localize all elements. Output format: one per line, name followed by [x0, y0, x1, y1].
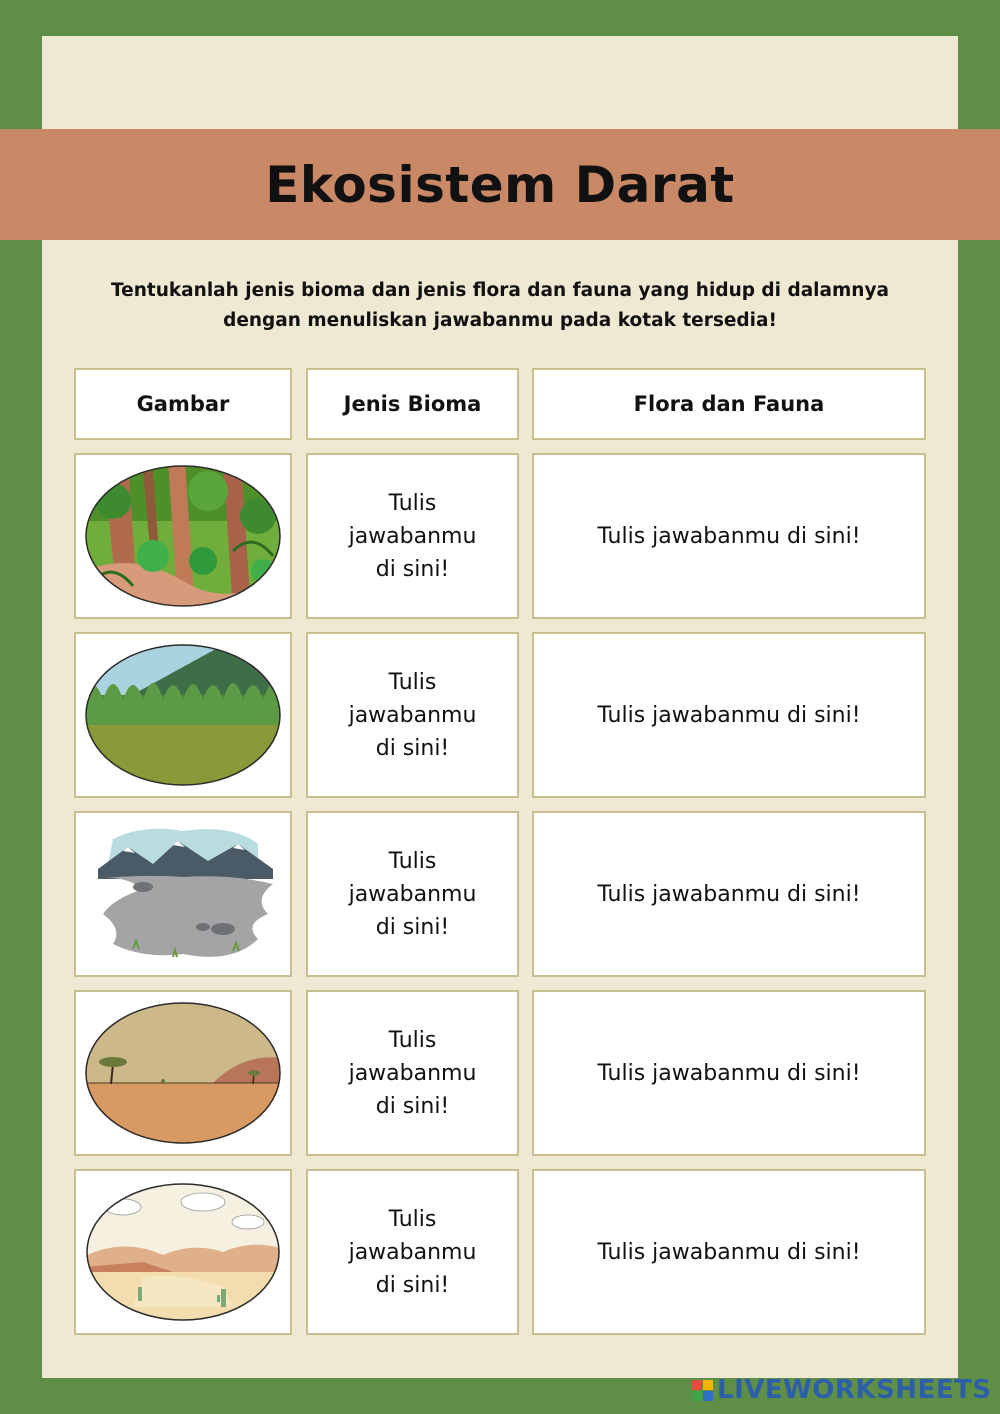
page-title: Ekosistem Darat: [265, 155, 735, 214]
title-banner: [0, 129, 1000, 240]
biome-answer-1-line-3: di sini!: [375, 556, 450, 582]
liveworksheets-logo-icon: [692, 1380, 713, 1401]
header-jenis-bioma: Jenis Bioma: [306, 368, 519, 440]
biome-answer-3-line-2: jawabanmu: [348, 881, 477, 907]
flora-fauna-answer-4[interactable]: Tulis jawabanmu di sini!: [532, 990, 926, 1156]
tundra-image: [74, 811, 292, 977]
biome-answer-2-line-2: jawabanmu: [348, 702, 477, 728]
biome-answer-4-line-3: di sini!: [375, 1093, 450, 1119]
flora-fauna-answer-5[interactable]: Tulis jawabanmu di sini!: [532, 1169, 926, 1335]
biome-answer-2-line-3: di sini!: [375, 735, 450, 761]
biome-answer-5-line-3: di sini!: [375, 1272, 450, 1298]
biome-answer-3-line-3: di sini!: [375, 914, 450, 940]
flora-fauna-answer-1[interactable]: Tulis jawabanmu di sini!: [532, 453, 926, 619]
header-gambar: Gambar: [74, 368, 292, 440]
taiga-forest-image: [74, 632, 292, 798]
instructions-line-1: Tentukanlah jenis bioma dan jenis flora dan fauna yang hidup di dalamnya: [110, 280, 889, 301]
biome-answer-1[interactable]: [306, 453, 519, 619]
biome-answer-4-line-1: Tulis: [388, 1027, 437, 1053]
header-flora-fauna: Flora dan Fauna: [532, 368, 926, 440]
biome-answer-4[interactable]: [306, 990, 519, 1156]
rainforest-image: [74, 453, 292, 619]
brand-name: LIVEWORKSHEETS: [717, 1375, 992, 1405]
liveworksheets-brand[interactable]: [692, 1376, 992, 1404]
biome-answer-4-line-2: jawabanmu: [348, 1060, 477, 1086]
biome-answer-5-line-2: jawabanmu: [348, 1239, 477, 1265]
biome-answer-3[interactable]: [306, 811, 519, 977]
biome-answer-5-line-1: Tulis: [388, 1206, 437, 1232]
flora-fauna-answer-3[interactable]: Tulis jawabanmu di sini!: [532, 811, 926, 977]
instructions: [60, 276, 940, 336]
savanna-image: [74, 990, 292, 1156]
biome-answer-5[interactable]: [306, 1169, 519, 1335]
biome-answer-1-line-1: Tulis: [388, 490, 437, 516]
biome-answer-3-line-1: Tulis: [388, 848, 437, 874]
biome-answer-2-line-1: Tulis: [388, 669, 437, 695]
desert-image: [74, 1169, 292, 1335]
biome-answer-2[interactable]: [306, 632, 519, 798]
flora-fauna-answer-2[interactable]: Tulis jawabanmu di sini!: [532, 632, 926, 798]
instructions-line-2: dengan menuliskan jawabanmu pada kotak tersedia!: [223, 310, 777, 331]
biome-answer-1-line-2: jawabanmu: [348, 523, 477, 549]
